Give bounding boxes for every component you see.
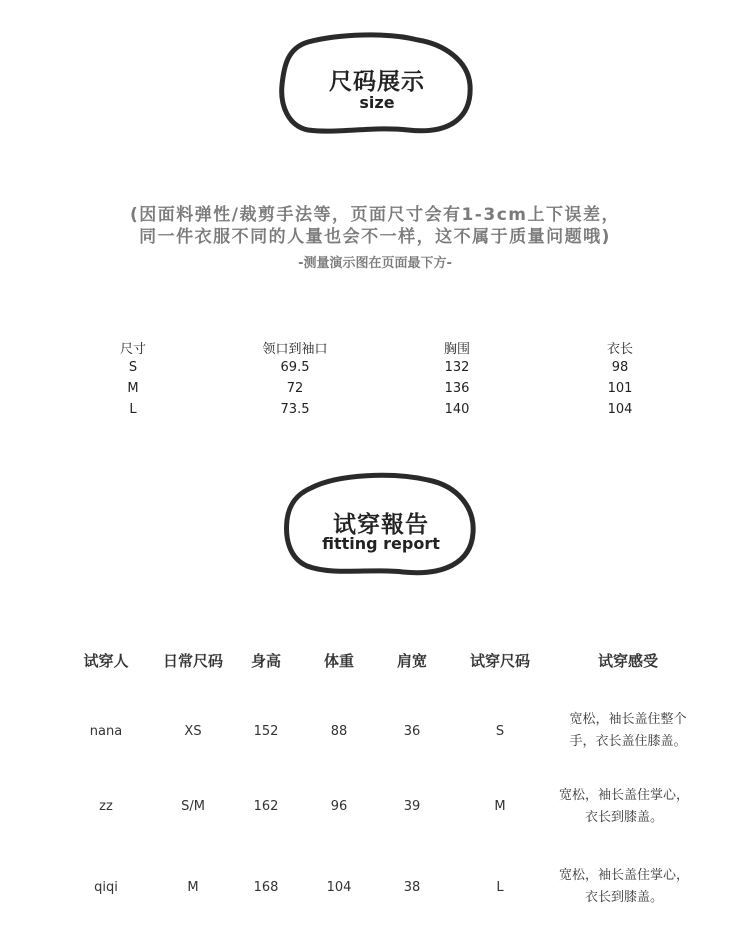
size-col-header: 衣长 [606,342,634,357]
size-table-header [0,338,750,359]
usual-size: M [187,880,199,895]
size-cell: L [129,402,137,417]
fitting-feedback [558,709,698,753]
size-cell: 73.5 [280,402,310,417]
size-table-row [0,360,750,381]
fitting-col-header: 试穿尺码 [469,652,531,670]
shoulder-width: 38 [403,880,421,895]
fitting-title: 试穿報告 [333,512,429,538]
feedback-line: 衣长到膝盖。 [584,890,663,905]
size-cell: 104 [607,402,633,417]
height: 152 [253,724,279,739]
size-cell: 101 [607,381,633,396]
size-cell: 132 [444,360,470,375]
feedback-line: 衣长到膝盖。 [584,810,663,825]
size-cell: 69.5 [280,360,310,375]
feedback-line: 宽松，袖长盖住掌心， [558,868,689,883]
fitting-col-header: 肩宽 [396,652,428,670]
size-table-row [0,381,750,402]
fitting-col-header: 身高 [250,652,282,670]
fitting-col-header: 试穿人 [83,652,129,670]
size-col-header: 领口到袖口 [262,342,328,357]
size-table-row [0,402,750,423]
size-title-badge [278,30,476,138]
size-cell: 140 [444,402,470,417]
size-cell: M [127,381,139,396]
size-title: 尺码展示 [329,69,425,95]
size-cell: 136 [444,381,470,396]
fitting-col-header: 日常尺码 [162,652,224,670]
size-col-header: 尺寸 [119,342,147,357]
fitting-title-badge [283,468,479,580]
size-cell: 72 [286,381,304,396]
fitting-col-header: 体重 [323,652,355,670]
weight: 88 [330,724,348,739]
height: 168 [253,880,279,895]
fitting-feedback [554,865,694,909]
tester-name: zz [99,799,113,814]
weight: 104 [326,880,352,895]
usual-size: S/M [181,799,205,814]
fitting-feedback [554,785,694,829]
feedback-line: 宽松，袖长盖住整个 [569,712,687,727]
height: 162 [253,799,279,814]
size-note-line3: -测量演示图在页面最下方- [298,256,452,271]
size-note-line1: (因面料弹性/裁剪手法等，页面尺寸会有1-3cm上下误差， [130,205,620,225]
size-cell: S [128,360,138,375]
shoulder-width: 36 [403,724,421,739]
fitting-subtitle: fitting report [322,534,440,553]
shoulder-width: 39 [403,799,421,814]
feedback-line: 宽松，袖长盖住掌心， [558,788,689,803]
size-subtitle: size [359,93,395,112]
size-cell: 98 [611,360,629,375]
tester-name: nana [89,724,123,739]
feedback-line: 手，衣长盖住膝盖。 [569,734,687,749]
size-note-line2: 同一件衣服不同的人量也会不一样，这不属于质量问题哦) [139,227,611,247]
fitting-table-header [0,650,750,674]
usual-size: XS [184,724,202,739]
tester-name: qiqi [94,880,118,895]
fitting-size: M [494,799,506,814]
fitting-col-header: 试穿感受 [597,652,659,670]
fitting-size: S [495,724,505,739]
size-col-header: 胸围 [443,342,471,357]
fitting-size: L [496,880,504,895]
weight: 96 [330,799,348,814]
